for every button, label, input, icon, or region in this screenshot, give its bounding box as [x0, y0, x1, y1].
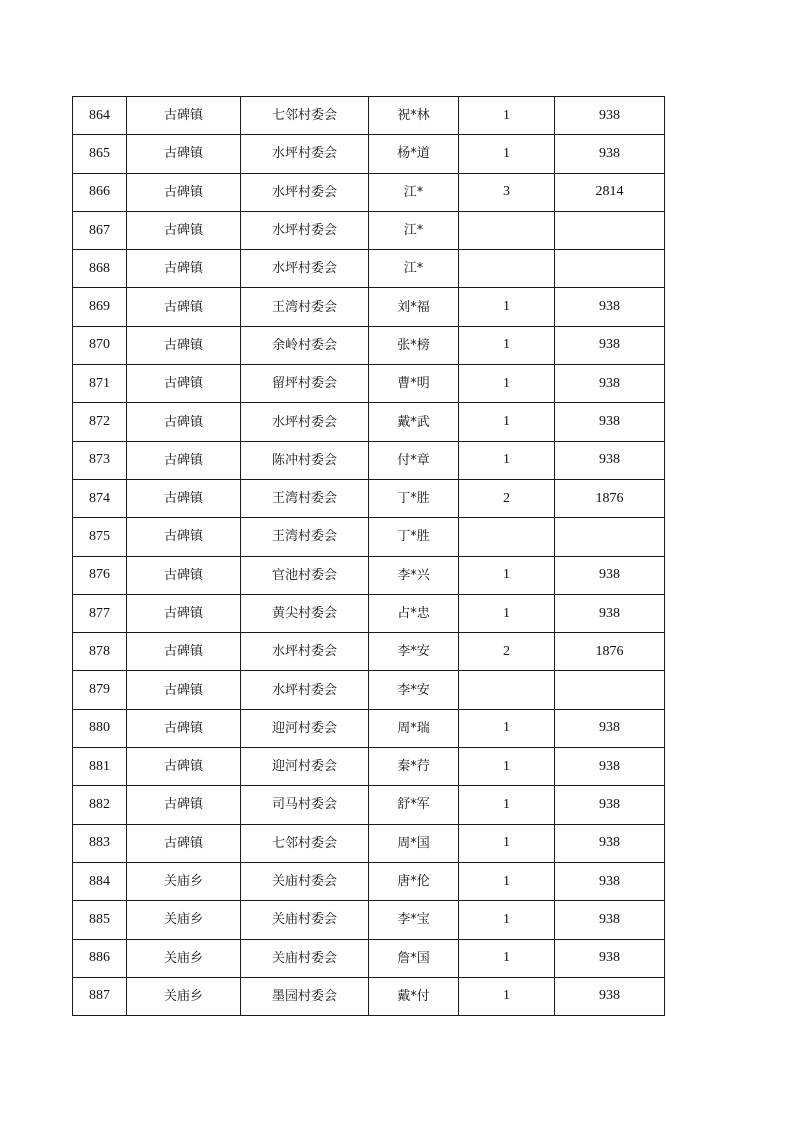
- table-row: [73, 594, 665, 632]
- table-row: [73, 97, 665, 135]
- row-number-cell: 885: [73, 901, 127, 939]
- count-cell: 1: [459, 748, 555, 786]
- row-number-cell: 871: [73, 365, 127, 403]
- count-cell: 1: [459, 862, 555, 900]
- amount-cell: 938: [555, 977, 665, 1015]
- row-number-cell: 887: [73, 977, 127, 1015]
- person-name-cell: 周*瑞: [369, 709, 459, 747]
- town-cell: 古碑镇: [127, 594, 241, 632]
- table-row: [73, 365, 665, 403]
- town-cell: 古碑镇: [127, 173, 241, 211]
- person-name-cell: 詹*国: [369, 939, 459, 977]
- village-committee-cell: 迎河村委会: [241, 748, 369, 786]
- town-cell: 古碑镇: [127, 365, 241, 403]
- table-row: [73, 671, 665, 709]
- town-cell: 古碑镇: [127, 403, 241, 441]
- person-name-cell: 李*安: [369, 633, 459, 671]
- village-committee-cell: 黄尖村委会: [241, 594, 369, 632]
- row-number-cell: 864: [73, 97, 127, 135]
- count-cell: 1: [459, 594, 555, 632]
- row-number-cell: 874: [73, 479, 127, 517]
- table-row: [73, 211, 665, 249]
- town-cell: 古碑镇: [127, 556, 241, 594]
- count-cell: 1: [459, 365, 555, 403]
- count-cell: [459, 671, 555, 709]
- amount-cell: 938: [555, 326, 665, 364]
- person-name-cell: 江*: [369, 173, 459, 211]
- town-cell: 古碑镇: [127, 288, 241, 326]
- person-name-cell: 唐*伦: [369, 862, 459, 900]
- row-number-cell: 867: [73, 211, 127, 249]
- town-cell: 古碑镇: [127, 748, 241, 786]
- person-name-cell: 李*兴: [369, 556, 459, 594]
- row-number-cell: 868: [73, 250, 127, 288]
- row-number-cell: 866: [73, 173, 127, 211]
- table-row: [73, 441, 665, 479]
- amount-cell: 938: [555, 862, 665, 900]
- table-row: [73, 135, 665, 173]
- town-cell: 古碑镇: [127, 441, 241, 479]
- amount-cell: 938: [555, 288, 665, 326]
- count-cell: 1: [459, 824, 555, 862]
- table-row: [73, 479, 665, 517]
- village-committee-cell: 水坪村委会: [241, 671, 369, 709]
- table-row: [73, 288, 665, 326]
- village-committee-cell: 水坪村委会: [241, 211, 369, 249]
- person-name-cell: 舒*军: [369, 786, 459, 824]
- row-number-cell: 875: [73, 518, 127, 556]
- town-cell: 古碑镇: [127, 518, 241, 556]
- table-row: [73, 977, 665, 1015]
- table-row: [73, 748, 665, 786]
- town-cell: 古碑镇: [127, 709, 241, 747]
- person-name-cell: 祝*林: [369, 97, 459, 135]
- person-name-cell: 占*忠: [369, 594, 459, 632]
- village-committee-cell: 水坪村委会: [241, 135, 369, 173]
- person-name-cell: 丁*胜: [369, 518, 459, 556]
- table-row: [73, 901, 665, 939]
- town-cell: 古碑镇: [127, 671, 241, 709]
- person-name-cell: 周*国: [369, 824, 459, 862]
- amount-cell: 1876: [555, 479, 665, 517]
- person-name-cell: 付*章: [369, 441, 459, 479]
- table-row: [73, 403, 665, 441]
- village-committee-cell: 关庙村委会: [241, 862, 369, 900]
- person-name-cell: 李*安: [369, 671, 459, 709]
- village-committee-cell: 留坪村委会: [241, 365, 369, 403]
- amount-cell: [555, 518, 665, 556]
- town-cell: 关庙乡: [127, 901, 241, 939]
- count-cell: 1: [459, 135, 555, 173]
- row-number-cell: 880: [73, 709, 127, 747]
- row-number-cell: 873: [73, 441, 127, 479]
- row-number-cell: 869: [73, 288, 127, 326]
- village-committee-cell: 迎河村委会: [241, 709, 369, 747]
- count-cell: 1: [459, 709, 555, 747]
- person-name-cell: 江*: [369, 250, 459, 288]
- count-cell: 1: [459, 939, 555, 977]
- table-row: [73, 250, 665, 288]
- person-name-cell: 戴*付: [369, 977, 459, 1015]
- count-cell: 3: [459, 173, 555, 211]
- amount-cell: 938: [555, 709, 665, 747]
- row-number-cell: 879: [73, 671, 127, 709]
- person-name-cell: 李*宝: [369, 901, 459, 939]
- village-committee-cell: 七邻村委会: [241, 824, 369, 862]
- amount-cell: 1876: [555, 633, 665, 671]
- amount-cell: [555, 211, 665, 249]
- count-cell: 1: [459, 977, 555, 1015]
- person-name-cell: 江*: [369, 211, 459, 249]
- village-committee-cell: 官池村委会: [241, 556, 369, 594]
- row-number-cell: 872: [73, 403, 127, 441]
- person-name-cell: 杨*道: [369, 135, 459, 173]
- count-cell: 1: [459, 288, 555, 326]
- town-cell: 古碑镇: [127, 786, 241, 824]
- count-cell: 2: [459, 479, 555, 517]
- table-row: [73, 939, 665, 977]
- village-committee-cell: 水坪村委会: [241, 403, 369, 441]
- table-row: [73, 556, 665, 594]
- village-committee-cell: 墨园村委会: [241, 977, 369, 1015]
- table-body: [73, 97, 665, 1016]
- village-committee-cell: 水坪村委会: [241, 173, 369, 211]
- amount-cell: [555, 671, 665, 709]
- village-committee-cell: 余岭村委会: [241, 326, 369, 364]
- town-cell: 古碑镇: [127, 250, 241, 288]
- count-cell: [459, 211, 555, 249]
- amount-cell: 938: [555, 556, 665, 594]
- count-cell: [459, 250, 555, 288]
- table-row: [73, 518, 665, 556]
- count-cell: 1: [459, 326, 555, 364]
- person-name-cell: 张*榜: [369, 326, 459, 364]
- person-name-cell: 曹*明: [369, 365, 459, 403]
- village-committee-cell: 王湾村委会: [241, 518, 369, 556]
- town-cell: 关庙乡: [127, 862, 241, 900]
- table-row: [73, 633, 665, 671]
- village-committee-cell: 水坪村委会: [241, 250, 369, 288]
- amount-cell: 938: [555, 135, 665, 173]
- amount-cell: 938: [555, 824, 665, 862]
- amount-cell: 2814: [555, 173, 665, 211]
- row-number-cell: 878: [73, 633, 127, 671]
- row-number-cell: 884: [73, 862, 127, 900]
- town-cell: 古碑镇: [127, 97, 241, 135]
- town-cell: 古碑镇: [127, 211, 241, 249]
- village-committee-cell: 水坪村委会: [241, 633, 369, 671]
- table-row: [73, 824, 665, 862]
- amount-cell: 938: [555, 786, 665, 824]
- count-cell: 1: [459, 97, 555, 135]
- document-page: [72, 96, 665, 1016]
- town-cell: 古碑镇: [127, 479, 241, 517]
- row-number-cell: 882: [73, 786, 127, 824]
- amount-cell: 938: [555, 97, 665, 135]
- village-committee-cell: 王湾村委会: [241, 288, 369, 326]
- amount-cell: 938: [555, 441, 665, 479]
- person-name-cell: 秦*荇: [369, 748, 459, 786]
- row-number-cell: 881: [73, 748, 127, 786]
- town-cell: 古碑镇: [127, 633, 241, 671]
- table-row: [73, 786, 665, 824]
- town-cell: 古碑镇: [127, 326, 241, 364]
- table-row: [73, 862, 665, 900]
- count-cell: 1: [459, 556, 555, 594]
- count-cell: 1: [459, 403, 555, 441]
- count-cell: 1: [459, 901, 555, 939]
- data-table: [72, 96, 665, 1016]
- amount-cell: 938: [555, 365, 665, 403]
- village-committee-cell: 王湾村委会: [241, 479, 369, 517]
- amount-cell: [555, 250, 665, 288]
- amount-cell: 938: [555, 901, 665, 939]
- person-name-cell: 戴*武: [369, 403, 459, 441]
- count-cell: [459, 518, 555, 556]
- town-cell: 关庙乡: [127, 977, 241, 1015]
- amount-cell: 938: [555, 594, 665, 632]
- count-cell: 1: [459, 786, 555, 824]
- table-row: [73, 709, 665, 747]
- village-committee-cell: 关庙村委会: [241, 901, 369, 939]
- village-committee-cell: 陈冲村委会: [241, 441, 369, 479]
- row-number-cell: 886: [73, 939, 127, 977]
- village-committee-cell: 关庙村委会: [241, 939, 369, 977]
- row-number-cell: 876: [73, 556, 127, 594]
- row-number-cell: 883: [73, 824, 127, 862]
- count-cell: 1: [459, 441, 555, 479]
- town-cell: 古碑镇: [127, 824, 241, 862]
- row-number-cell: 865: [73, 135, 127, 173]
- table-row: [73, 326, 665, 364]
- table-row: [73, 173, 665, 211]
- town-cell: 古碑镇: [127, 135, 241, 173]
- amount-cell: 938: [555, 403, 665, 441]
- village-committee-cell: 七邻村委会: [241, 97, 369, 135]
- amount-cell: 938: [555, 748, 665, 786]
- count-cell: 2: [459, 633, 555, 671]
- amount-cell: 938: [555, 939, 665, 977]
- person-name-cell: 刘*福: [369, 288, 459, 326]
- village-committee-cell: 司马村委会: [241, 786, 369, 824]
- row-number-cell: 877: [73, 594, 127, 632]
- town-cell: 关庙乡: [127, 939, 241, 977]
- row-number-cell: 870: [73, 326, 127, 364]
- person-name-cell: 丁*胜: [369, 479, 459, 517]
